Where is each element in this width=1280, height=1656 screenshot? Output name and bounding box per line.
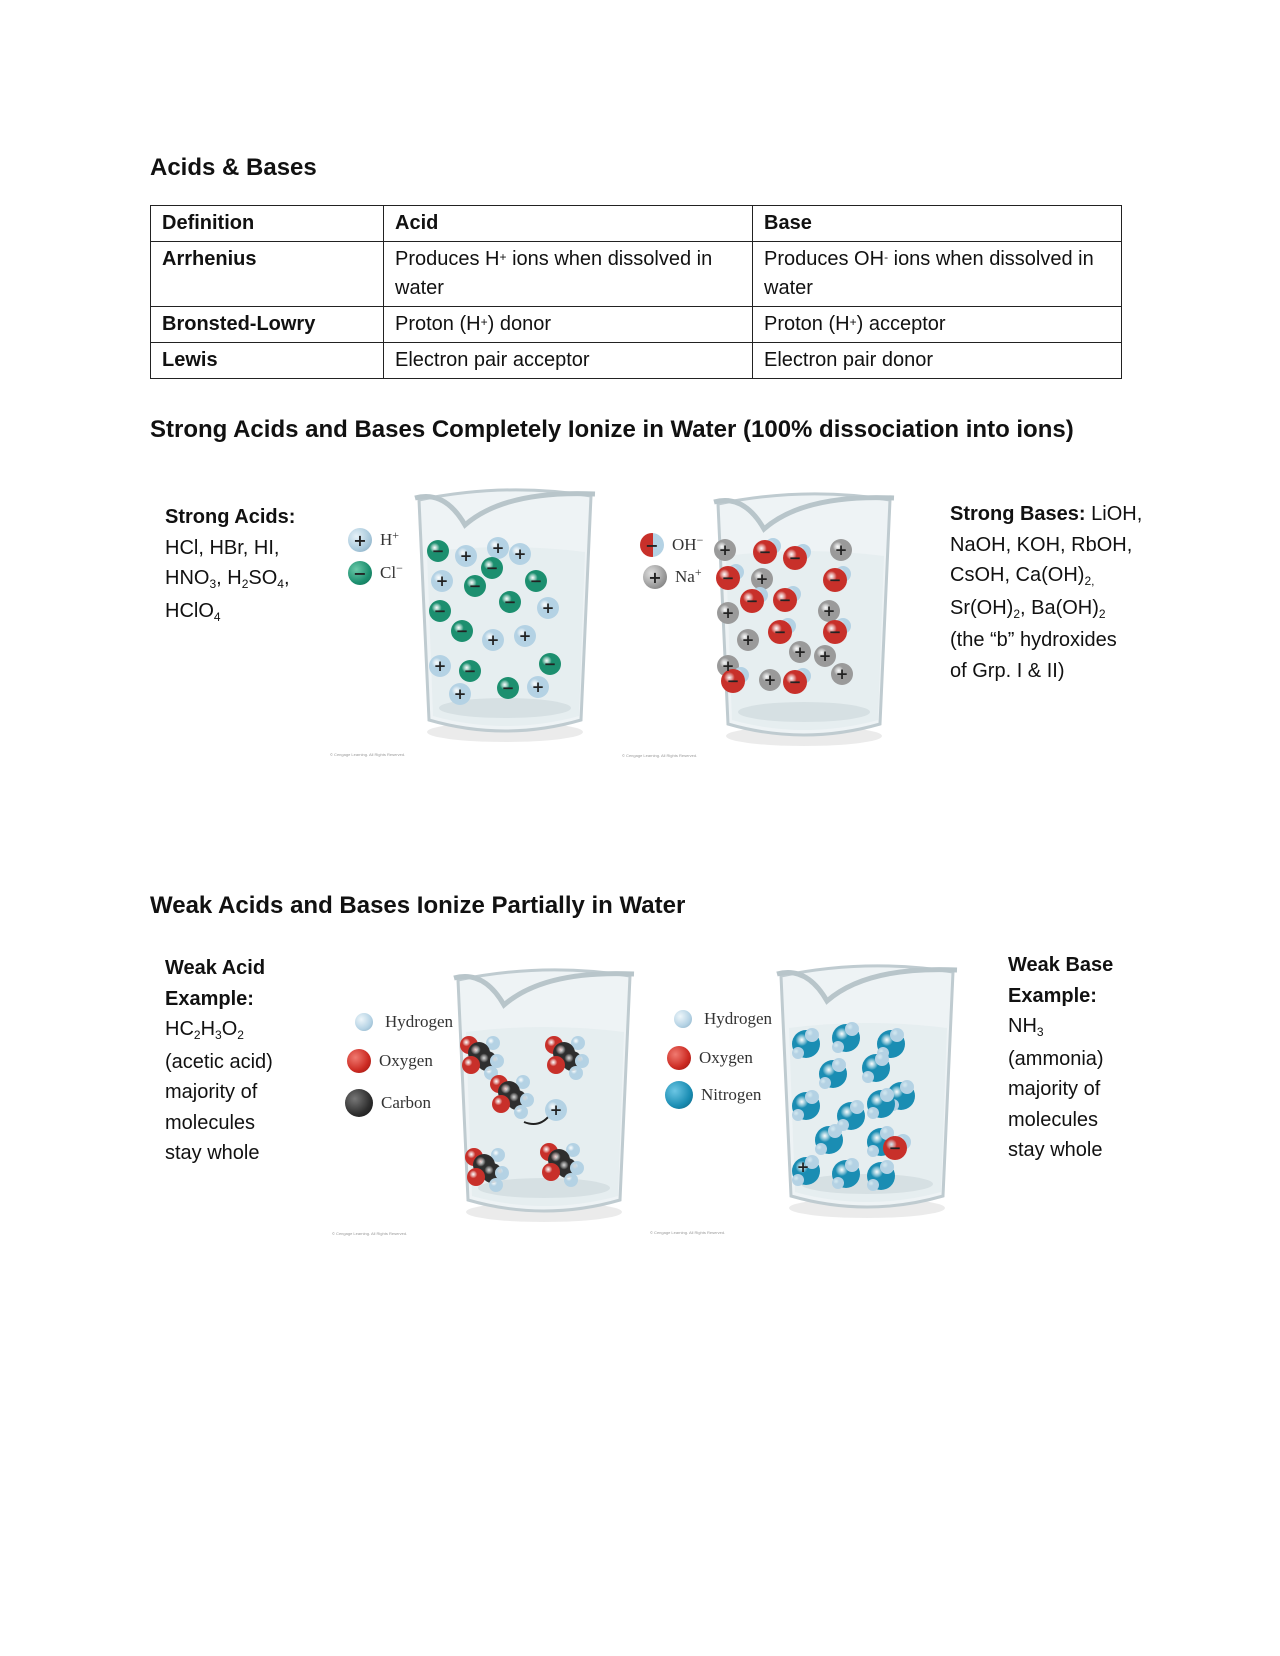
legend-nitrogen: Nitrogen (665, 1081, 761, 1109)
charge-sign: − (828, 623, 842, 641)
hydrogen-atom-icon (674, 1010, 692, 1028)
charge-sign: − (431, 542, 445, 560)
weak-acid-beaker-illustration (444, 960, 644, 1230)
charge-sign: + (459, 547, 473, 565)
charge-sign: − (773, 623, 787, 641)
hydrogen-atom (495, 1166, 509, 1180)
nitrogen-atom-icon (665, 1081, 693, 1109)
charge-sign: + (793, 643, 807, 661)
beaker-bottom (801, 1174, 933, 1194)
charge-sign: + (486, 631, 500, 649)
strong-acids-text: Strong Acids: HCl, HBr, HI, $HNO_3$, $H_2SO_4$, HClO$_4$ (165, 506, 296, 624)
charge-sign: + (541, 599, 555, 617)
beaker-bottom (738, 702, 870, 722)
hydrogen-atom (792, 1047, 804, 1059)
charge-sign: + (433, 657, 447, 675)
base-cell: Proton (H+) acceptor (753, 307, 1122, 343)
charge-sign: − (501, 679, 515, 697)
charge-sign: − (529, 572, 543, 590)
legend-hydrogen: Hydrogen (351, 1012, 453, 1032)
hydroxide-ion-icon: − (640, 533, 664, 557)
legend-h-plus: + H+ (348, 528, 399, 552)
carbon-atom-icon (345, 1089, 373, 1117)
charge-sign: − (888, 1139, 902, 1157)
legend-carbon: Carbon (345, 1089, 431, 1117)
image-credit: © Cengage Learning. All Rights Reserved. (622, 753, 698, 758)
hydrogen-atom (845, 1022, 859, 1036)
charge-sign: + (796, 1158, 810, 1176)
hydrogen-atom (900, 1080, 914, 1094)
legend-cl-minus: − Cl− (348, 561, 403, 585)
table-row (151, 343, 1122, 379)
acid-cell: Electron pair acceptor (384, 343, 753, 379)
strong-acid-beaker-illustration (405, 480, 605, 750)
header-base: Base (753, 206, 1122, 242)
hydrogen-atom (490, 1054, 504, 1068)
charge-sign: + (549, 1101, 563, 1119)
hydrogen-atom (564, 1173, 578, 1187)
weak-heading: Weak Acids and Bases Ionize Partially in Water (150, 892, 686, 919)
hydrogen-atom (845, 1158, 859, 1172)
oxygen-atom (547, 1056, 565, 1074)
legend-na-plus: + Na+ (643, 565, 702, 589)
charge-sign: − (788, 673, 802, 691)
base-cell: Electron pair donor (753, 343, 1122, 379)
strong-heading: Strong Acids and Bases Completely Ionize in Water (100% dissociation into ions) (150, 416, 1074, 443)
charge-sign: + (453, 685, 467, 703)
charge-sign: + (818, 647, 832, 665)
strong-bases-text: Strong Bases: LiOH, NaOH, KOH, RbOH, CsOH, $Ca(OH)_{2,}$ $Sr(OH)_2$, $Ba(OH)_2$ (the “b” hydroxides of Grp. I & II) (950, 503, 1143, 682)
base-cell: Produces OH- ions when dissolved in water (753, 242, 1122, 307)
charge-sign: − (463, 662, 477, 680)
charge-sign: + (718, 541, 732, 559)
weak-acid-text: Weak Acid Example: $HC_2H_3O_2$ (acetic acid) majority of molecules stay whole (165, 957, 273, 1164)
charge-sign: + (755, 570, 769, 588)
oxygen-atom (492, 1095, 510, 1113)
charge-sign: − (485, 559, 499, 577)
page-title: Acids & Bases (150, 154, 317, 181)
image-credit: © Cengage Learning. All Rights Reserved. (330, 752, 406, 757)
weak-base-text: Weak Base Example: $NH_3$ (ammonia) majority of molecules stay whole (1008, 954, 1114, 1161)
oxygen-atom-icon (347, 1049, 371, 1073)
hydrogen-atom (832, 1041, 844, 1053)
image-credit: © Cengage Learning. All Rights Reserved. (332, 1231, 408, 1236)
hydrogen-atom (805, 1090, 819, 1104)
legend-hydrogen: Hydrogen (670, 1009, 772, 1029)
oxygen-atom (462, 1056, 480, 1074)
oxygen-atom-icon (667, 1046, 691, 1070)
acid-cell: Produces H+ ions when dissolved in water (384, 242, 753, 307)
charge-sign: + (435, 572, 449, 590)
hydrogen-atom (832, 1177, 844, 1189)
oxygen-atom (542, 1163, 560, 1181)
hydrogen-atom (880, 1160, 894, 1174)
charge-sign: − (788, 549, 802, 567)
legend-oh-minus: − OH− (640, 533, 703, 557)
charge-sign: + (822, 602, 836, 620)
hydrogen-atom (489, 1178, 503, 1192)
charge-sign: + (741, 631, 755, 649)
strong-base-beaker-illustration (704, 484, 904, 754)
hydrogen-atom (570, 1161, 584, 1175)
legend-oxygen: Oxygen (347, 1049, 433, 1073)
hydrogen-atom (862, 1071, 874, 1083)
charge-sign: − (778, 591, 792, 609)
charge-sign: − (455, 622, 469, 640)
hydrogen-atom (890, 1028, 904, 1042)
definition-cell: Lewis (151, 343, 384, 379)
oxygen-atom (467, 1168, 485, 1186)
charge-sign: − (721, 569, 735, 587)
charge-sign: − (433, 602, 447, 620)
definitions-table (150, 205, 1122, 379)
legend-oxygen: Oxygen (667, 1046, 753, 1070)
charge-sign: + (834, 541, 848, 559)
hydrogen-atom (815, 1143, 827, 1155)
hydrogen-atom (867, 1107, 879, 1119)
hydrogen-atom (520, 1093, 534, 1107)
charge-sign: + (835, 665, 849, 683)
header-definition: Definition (151, 206, 384, 242)
table-row (151, 307, 1122, 343)
hydrogen-atom (575, 1054, 589, 1068)
charge-sign: + (531, 678, 545, 696)
hydrogen-atom (867, 1145, 879, 1157)
hydrogen-atom (514, 1105, 528, 1119)
charge-sign: + (721, 604, 735, 622)
hydrogen-atom (875, 1052, 889, 1066)
charge-sign: − (503, 593, 517, 611)
charge-sign: + (518, 627, 532, 645)
chloride-ion-icon: − (348, 561, 372, 585)
charge-sign: − (726, 672, 740, 690)
definition-cell: Arrhenius (151, 242, 384, 307)
table-header-row (151, 206, 1122, 242)
charge-sign: + (721, 657, 735, 675)
charge-sign: − (745, 592, 759, 610)
hydrogen-ion-icon: + (348, 528, 372, 552)
hydrogen-atom (880, 1088, 894, 1102)
hydrogen-atom (867, 1179, 879, 1191)
charge-sign: + (763, 671, 777, 689)
sodium-ion-icon: + (643, 565, 667, 589)
charge-sign: + (491, 539, 505, 557)
hydrogen-atom-icon (355, 1013, 373, 1031)
charge-sign-layer (550, 1101, 563, 1119)
charge-sign: − (543, 655, 557, 673)
table-row (151, 242, 1122, 307)
charge-sign: + (513, 545, 527, 563)
hydrogen-atom (792, 1109, 804, 1121)
hydrogen-atom (805, 1028, 819, 1042)
charge-sign: − (758, 543, 772, 561)
image-credit: © Cengage Learning. All Rights Reserved. (650, 1230, 726, 1235)
hydrogen-atom (828, 1124, 842, 1138)
header-acid: Acid (384, 206, 753, 242)
definition-cell: Bronsted-Lowry (151, 307, 384, 343)
hydrogen-atom (819, 1077, 831, 1089)
hydrogen-atom (850, 1100, 864, 1114)
hydrogen-atom (569, 1066, 583, 1080)
weak-base-beaker-illustration (767, 956, 967, 1226)
hydrogen-atom (832, 1058, 846, 1072)
charge-sign: − (828, 571, 842, 589)
charge-sign: − (468, 577, 482, 595)
acid-cell: Proton (H+) donor (384, 307, 753, 343)
